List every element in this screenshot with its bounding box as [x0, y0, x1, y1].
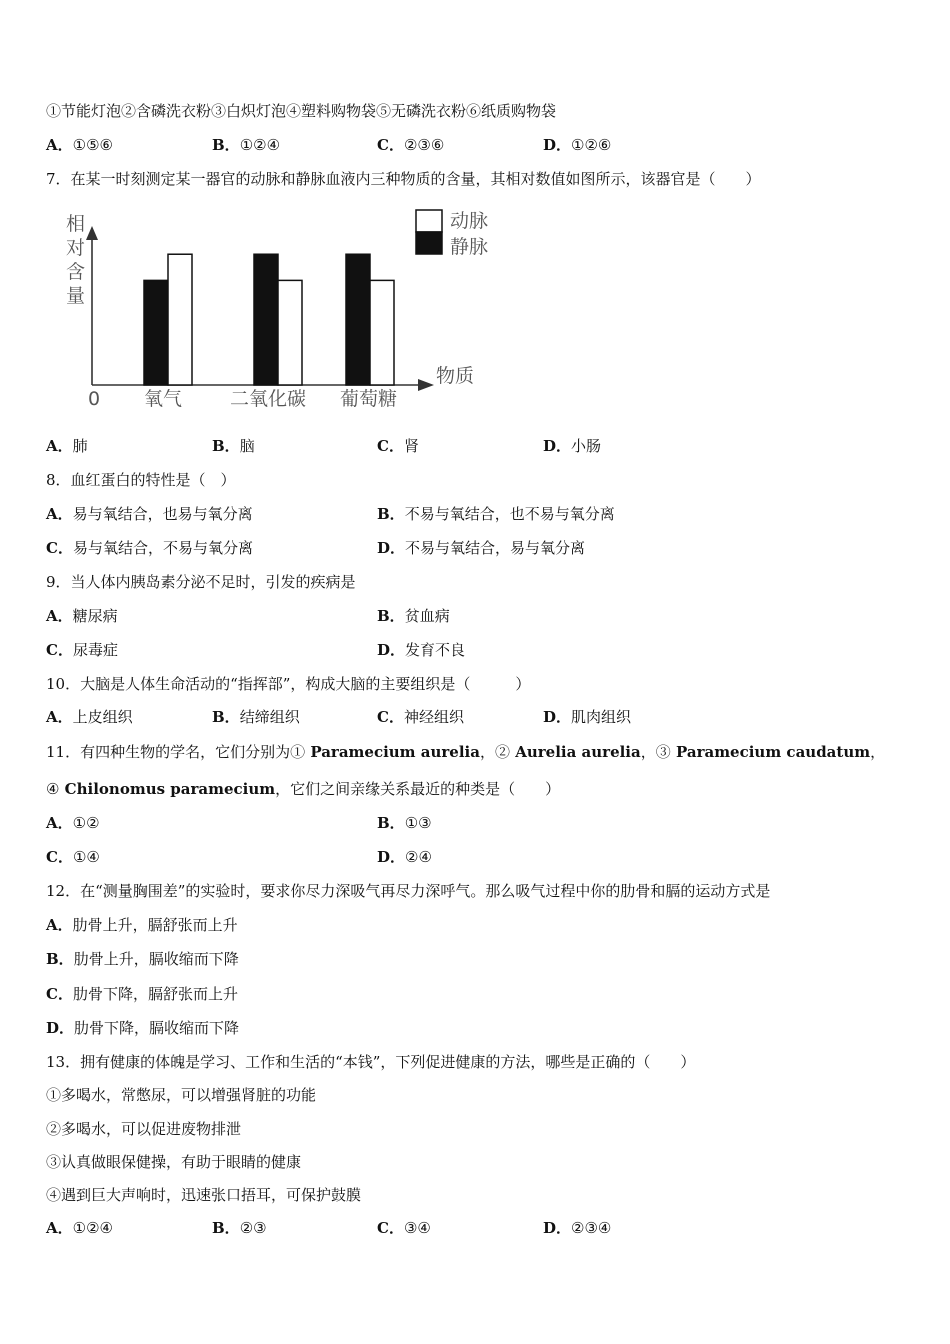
q7-option-a[interactable]	[46, 436, 88, 456]
option-key: B．	[377, 607, 405, 625]
option-text: ③④	[403, 1219, 431, 1237]
q7-option-d[interactable]	[543, 436, 601, 456]
option-key: B．	[46, 950, 74, 968]
option-key: B．	[377, 505, 405, 523]
option-key: D．	[543, 437, 572, 455]
option-key: D．	[543, 136, 572, 154]
option-text: 肋骨上升，膈收缩而下降	[73, 950, 239, 968]
q9-option-a[interactable]	[46, 606, 118, 626]
q12-option-a[interactable]	[46, 915, 238, 935]
option-text: 糖尿病	[72, 607, 118, 625]
option-key: B．	[212, 136, 240, 154]
q8-option-a[interactable]	[46, 504, 253, 524]
option-key: D．	[377, 641, 406, 659]
q7-option-c[interactable]	[377, 436, 419, 456]
option-text: 贫血病	[404, 607, 450, 625]
q6-items: ①节能灯泡②含磷洗衣粉③白炽灯泡④塑料购物袋⑤无磷洗衣粉⑥纸质购物袋	[46, 102, 557, 120]
q11-option-d[interactable]	[377, 847, 432, 867]
option-text: 上皮组织	[72, 708, 133, 726]
legend-swatch-1	[416, 232, 442, 254]
y-axis-label: 相对含量	[66, 213, 86, 307]
option-text: ①②④	[72, 1219, 113, 1237]
option-key: A．	[46, 814, 73, 832]
x-axis-label: 物质	[436, 365, 475, 387]
q12-stem: 12．在“测量胸围差”的实验时，要求你尽力深吸气再尽力深呼气。那么吸气过程中你的肋骨和膈的运动方式是	[46, 882, 771, 900]
option-key: C．	[377, 136, 404, 154]
option-text: 肌肉组织	[571, 708, 632, 726]
legend-label-1: 静脉	[450, 236, 489, 258]
q10-option-a[interactable]	[46, 707, 133, 727]
q8-option-b[interactable]	[377, 504, 615, 524]
option-key: A．	[46, 916, 73, 934]
option-text: 肺	[72, 437, 88, 455]
q10-stem: 10．大脑是人体生命活动的“指挥部”，构成大脑的主要组织是（ ）	[46, 675, 531, 693]
bar-artery-0	[168, 254, 192, 385]
legend	[416, 210, 488, 258]
bar-vein-0	[144, 280, 168, 385]
option-key: B．	[212, 437, 240, 455]
q12-option-c[interactable]	[46, 984, 238, 1004]
stem-text: ，它们之间亲缘关系最近的种类是（ ）	[275, 780, 561, 798]
option-key: A．	[46, 437, 73, 455]
option-key: D．	[543, 708, 572, 726]
option-key: A．	[46, 136, 73, 154]
q8-option-c[interactable]	[46, 538, 253, 558]
q12-option-d[interactable]	[46, 1018, 239, 1038]
q13-stem: 13．拥有健康的体魄是学习、工作和生活的“本钱”，下列促进健康的方法，哪些是正确的（ ）	[46, 1053, 696, 1071]
option-text: 发育不良	[405, 641, 466, 659]
option-key: D．	[543, 1219, 572, 1237]
bar-vein-2	[346, 254, 370, 385]
x-axis-arrow	[418, 379, 434, 391]
origin-label: 0	[88, 388, 101, 410]
option-text: 肋骨下降，膈收缩而下降	[74, 1019, 240, 1037]
bar-artery-1	[278, 280, 302, 385]
option-text: ①③	[404, 814, 432, 832]
legend-label-0: 动脉	[450, 210, 489, 232]
q12-option-b[interactable]	[46, 949, 239, 969]
species-name-1: Paramecium aurelia	[305, 743, 480, 761]
species-name-4: Chilonomus paramecium	[59, 780, 276, 798]
legend-swatch-0	[416, 210, 442, 232]
q13-statement-2: ②多喝水，可以促进废物排泄	[46, 1120, 242, 1138]
q13-statement-4: ④遇到巨大声响时，迅速张口捂耳，可保护鼓膜	[46, 1186, 362, 1204]
option-text: ②④	[405, 848, 432, 866]
option-text: 脑	[239, 437, 255, 455]
q9-option-c[interactable]	[46, 640, 118, 660]
option-text: 肋骨下降，膈舒张而上升	[72, 985, 238, 1003]
q13-option-c[interactable]	[377, 1218, 431, 1238]
option-key: C．	[377, 708, 404, 726]
q11-stem-line2	[46, 779, 560, 799]
option-text: 易与氧结合，不易与氧分离	[72, 539, 253, 557]
stem-text: ④	[46, 780, 60, 798]
q10-option-b[interactable]	[212, 707, 300, 727]
q9-option-b[interactable]	[377, 606, 450, 626]
q11-option-b[interactable]	[377, 813, 432, 833]
option-text: 神经组织	[403, 708, 464, 726]
q13-statement-1: ①多喝水，常憋尿，可以增强肾脏的功能	[46, 1086, 317, 1104]
bar-vein-1	[254, 254, 278, 385]
option-text: ①④	[72, 848, 100, 866]
q9-stem: 9．当人体内胰岛素分泌不足时，引发的疾病是	[46, 573, 356, 591]
q6-option-c[interactable]	[377, 135, 444, 155]
option-key: C．	[46, 641, 73, 659]
separator: ，②	[479, 743, 510, 761]
option-key: D．	[46, 1019, 75, 1037]
q11-stem-line1	[46, 742, 885, 762]
option-key: C．	[46, 985, 73, 1003]
y-axis-arrow	[86, 226, 98, 240]
q11-option-c[interactable]	[46, 847, 100, 867]
option-text: 结缔组织	[239, 708, 300, 726]
q13-statement-3: ③认真做眼保健操，有助于眼睛的健康	[46, 1153, 302, 1171]
option-text: ②③⑥	[403, 136, 445, 154]
q10-option-c[interactable]	[377, 707, 464, 727]
option-text: ②③④	[571, 1219, 612, 1237]
option-text: 不易与氧结合，易与氧分离	[405, 539, 586, 557]
q11-option-a[interactable]	[46, 813, 100, 833]
option-text: 肋骨上升，膈舒张而上升	[72, 916, 238, 934]
option-text: 肾	[403, 437, 419, 455]
option-text: ①②⑥	[571, 136, 612, 154]
q8-stem: 8．血红蛋白的特性是（ ）	[46, 471, 236, 489]
option-key: C．	[377, 1219, 404, 1237]
option-key: B．	[377, 814, 405, 832]
separator: ，	[870, 743, 886, 761]
q6-option-d[interactable]	[543, 135, 611, 155]
option-text: 易与氧结合，也易与氧分离	[72, 505, 253, 523]
option-key: A．	[46, 607, 73, 625]
option-key: C．	[377, 437, 404, 455]
option-text: ①②	[72, 814, 100, 832]
option-text: 不易与氧结合，也不易与氧分离	[404, 505, 615, 523]
option-key: C．	[46, 848, 73, 866]
category-label-1: 二氧化碳	[230, 388, 307, 410]
separator: ，③	[640, 743, 671, 761]
q13-option-d[interactable]	[543, 1218, 611, 1238]
q8-option-d[interactable]	[377, 538, 585, 558]
q13-option-a[interactable]	[46, 1218, 113, 1238]
q6-option-a[interactable]	[46, 135, 113, 155]
q7-stem: 7．在某一时刻测定某一器官的动脉和静脉血液内三种物质的含量，其相对数值如图所示，该器官是（ ）	[46, 170, 761, 188]
option-key: A．	[46, 708, 73, 726]
option-text: 尿毒症	[72, 641, 118, 659]
option-key: B．	[212, 1219, 240, 1237]
option-key: D．	[377, 848, 406, 866]
q13-option-b[interactable]	[212, 1218, 267, 1238]
option-text: 小肠	[571, 437, 602, 455]
q9-option-d[interactable]	[377, 640, 465, 660]
q10-option-d[interactable]	[543, 707, 631, 727]
option-text: ②③	[239, 1219, 267, 1237]
bar-artery-2	[370, 280, 394, 385]
q7-option-b[interactable]	[212, 436, 255, 456]
option-text: ①②④	[239, 136, 281, 154]
q7-bar-chart	[40, 200, 520, 415]
q6-option-b[interactable]	[212, 135, 280, 155]
category-label-0: 氧气	[144, 388, 183, 410]
option-key: C．	[46, 539, 73, 557]
option-key: B．	[212, 708, 240, 726]
option-key: D．	[377, 539, 406, 557]
category-label-2: 葡萄糖	[340, 388, 398, 410]
species-name-2: Aurelia aurelia	[509, 743, 641, 761]
stem-text: 11．有四种生物的学名，它们分别为①	[46, 743, 306, 761]
species-name-3: Paramecium caudatum	[670, 743, 871, 761]
option-key: A．	[46, 505, 73, 523]
option-text: ①⑤⑥	[72, 136, 113, 154]
option-key: A．	[46, 1219, 73, 1237]
